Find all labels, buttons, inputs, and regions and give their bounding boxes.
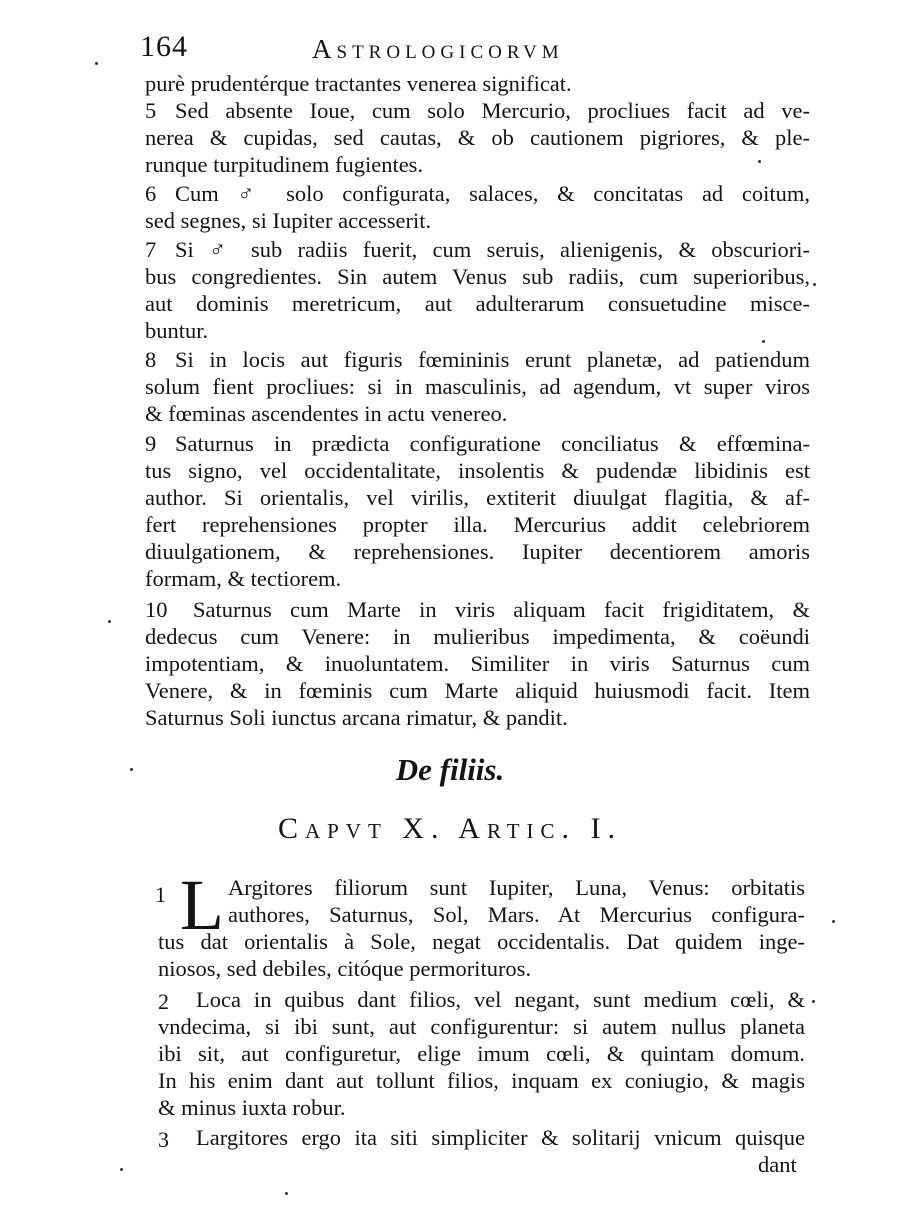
text-line: aut dominis meretricum, aut adulterarum consuetudine misce- bbox=[145, 291, 810, 316]
text-line bbox=[145, 97, 810, 124]
text-line bbox=[145, 180, 810, 207]
text-line: buntur. bbox=[145, 318, 209, 343]
scan-speck bbox=[832, 920, 835, 923]
section-title: De filiis. bbox=[395, 752, 505, 787]
text-line: & minus iuxta robur. bbox=[158, 1095, 346, 1120]
text-line: bus congredientes. Sin autem Venus sub radiis, cum superioribus, bbox=[145, 264, 810, 289]
text-line: Loca in quibus dant filios, vel negant, sunt medium cœli, & bbox=[196, 987, 805, 1012]
text-line: In his enim dant aut tollunt filios, inquam ex coniugio, & magis bbox=[158, 1068, 805, 1093]
scan-speck bbox=[758, 160, 761, 163]
text-line: tus dat orientalis à Sole, negat occidentalis. Dat quidem inge- bbox=[158, 929, 805, 954]
text-line: & fœminas ascendentes in actu venereo. bbox=[145, 401, 508, 426]
scan-speck bbox=[108, 620, 111, 623]
text-line: impotentiam, & inuoluntatem. Similiter in viris Saturnus cum bbox=[145, 651, 810, 676]
text-line: Argitores filiorum sunt Iupiter, Luna, Venus: orbitatis bbox=[228, 875, 805, 900]
text-line-content: Si in locis aut figuris fœmininis erunt planetæ, ad patiendum bbox=[175, 347, 810, 372]
catchword: dant bbox=[758, 1152, 797, 1177]
text-line-content: Saturnus in prædicta configuratione conciliatus & effœmina- bbox=[175, 431, 810, 456]
text-line bbox=[145, 346, 810, 373]
chapter-heading: Capvt X. Artic. I. bbox=[277, 812, 623, 845]
text-line: purè prudentérque tractantes venerea significat. bbox=[145, 71, 572, 96]
scan-speck bbox=[762, 340, 765, 343]
paragraph-number: 9 bbox=[145, 431, 157, 456]
scan-speck bbox=[120, 1168, 123, 1171]
text-line: ibi sit, aut configuretur, elige imum cœli, & quintam domum. bbox=[158, 1041, 805, 1066]
text-line: vndecima, si ibi sunt, aut configurentur: si autem nullus planeta bbox=[158, 1014, 805, 1039]
text-line-content: Saturnus cum Marte in viris aliquam facit frigiditatem, & bbox=[193, 597, 810, 622]
running-title: Astrologicorvm bbox=[312, 34, 564, 64]
text-line: runque turpitudinem fugientes. bbox=[145, 152, 424, 177]
page-number: 164 bbox=[140, 30, 188, 63]
scan-speck bbox=[813, 283, 816, 286]
text-line: Largitores ergo ita siti simpliciter & solitarij vnicum quisque bbox=[196, 1125, 805, 1150]
drop-cap: L bbox=[180, 865, 224, 945]
text-line: authores, Saturnus, Sol, Mars. At Mercurius configura- bbox=[228, 902, 805, 927]
text-line: author. Si orientalis, vel virilis, extiterit diuulgat flagitia, & af- bbox=[145, 485, 810, 510]
paragraph-number: 3 bbox=[158, 1127, 169, 1152]
text-line bbox=[145, 596, 810, 623]
running-head bbox=[140, 30, 820, 70]
text-line: Venere, & in fœminis cum Marte aliquid huiusmodi facit. Item bbox=[145, 678, 810, 703]
text-line: sed segnes, si Iupiter accesserit. bbox=[145, 208, 432, 233]
text-line: tus signo, vel occidentalitate, insolentis & pudendæ libidinis est bbox=[145, 458, 810, 483]
scan-speck bbox=[812, 1000, 815, 1003]
text-line: nerea & cupidas, sed cautas, & ob cautionem pigriores, & ple- bbox=[145, 125, 810, 150]
text-line: Saturnus Soli iunctus arcana rimatur, & pandit. bbox=[145, 705, 568, 730]
text-line bbox=[145, 236, 810, 263]
paragraph-number: 1 bbox=[155, 882, 166, 907]
scan-speck bbox=[130, 768, 133, 771]
text-line-content: Sed absente Ioue, cum solo Mercurio, procliues facit ad ve- bbox=[175, 98, 810, 123]
paragraph-number: 5 bbox=[145, 98, 157, 123]
text-line bbox=[145, 430, 810, 457]
paragraph-number: 7 bbox=[145, 237, 157, 262]
paragraph-number: 2 bbox=[158, 989, 169, 1014]
paragraph-number: 6 bbox=[145, 181, 157, 206]
text-line: formam, & tectiorem. bbox=[145, 566, 342, 591]
text-line: dedecus cum Venere: in mulieribus impedimenta, & coëundi bbox=[145, 624, 810, 649]
text-line: fert reprehensiones propter illa. Mercurius addit celebriorem bbox=[145, 512, 810, 537]
text-line: niosos, sed debiles, citóque permorituros. bbox=[158, 956, 532, 981]
paragraph-number: 8 bbox=[145, 347, 157, 372]
text-line: diuulgationem, & reprehensiones. Iupiter decentiorem amoris bbox=[145, 539, 810, 564]
text-line: solum fient procliues: si in masculinis, ad agendum, vt super viros bbox=[145, 374, 810, 399]
text-line-content: Si ♂ sub radiis fuerit, cum seruis, alienigenis, & obscuriori- bbox=[175, 237, 810, 262]
scan-speck bbox=[95, 62, 98, 65]
text-line-content: Cum ♂ solo configurata, salaces, & concitatas ad coitum, bbox=[175, 181, 810, 206]
scan-speck bbox=[285, 1192, 288, 1195]
paragraph-number: 10 bbox=[145, 597, 168, 622]
